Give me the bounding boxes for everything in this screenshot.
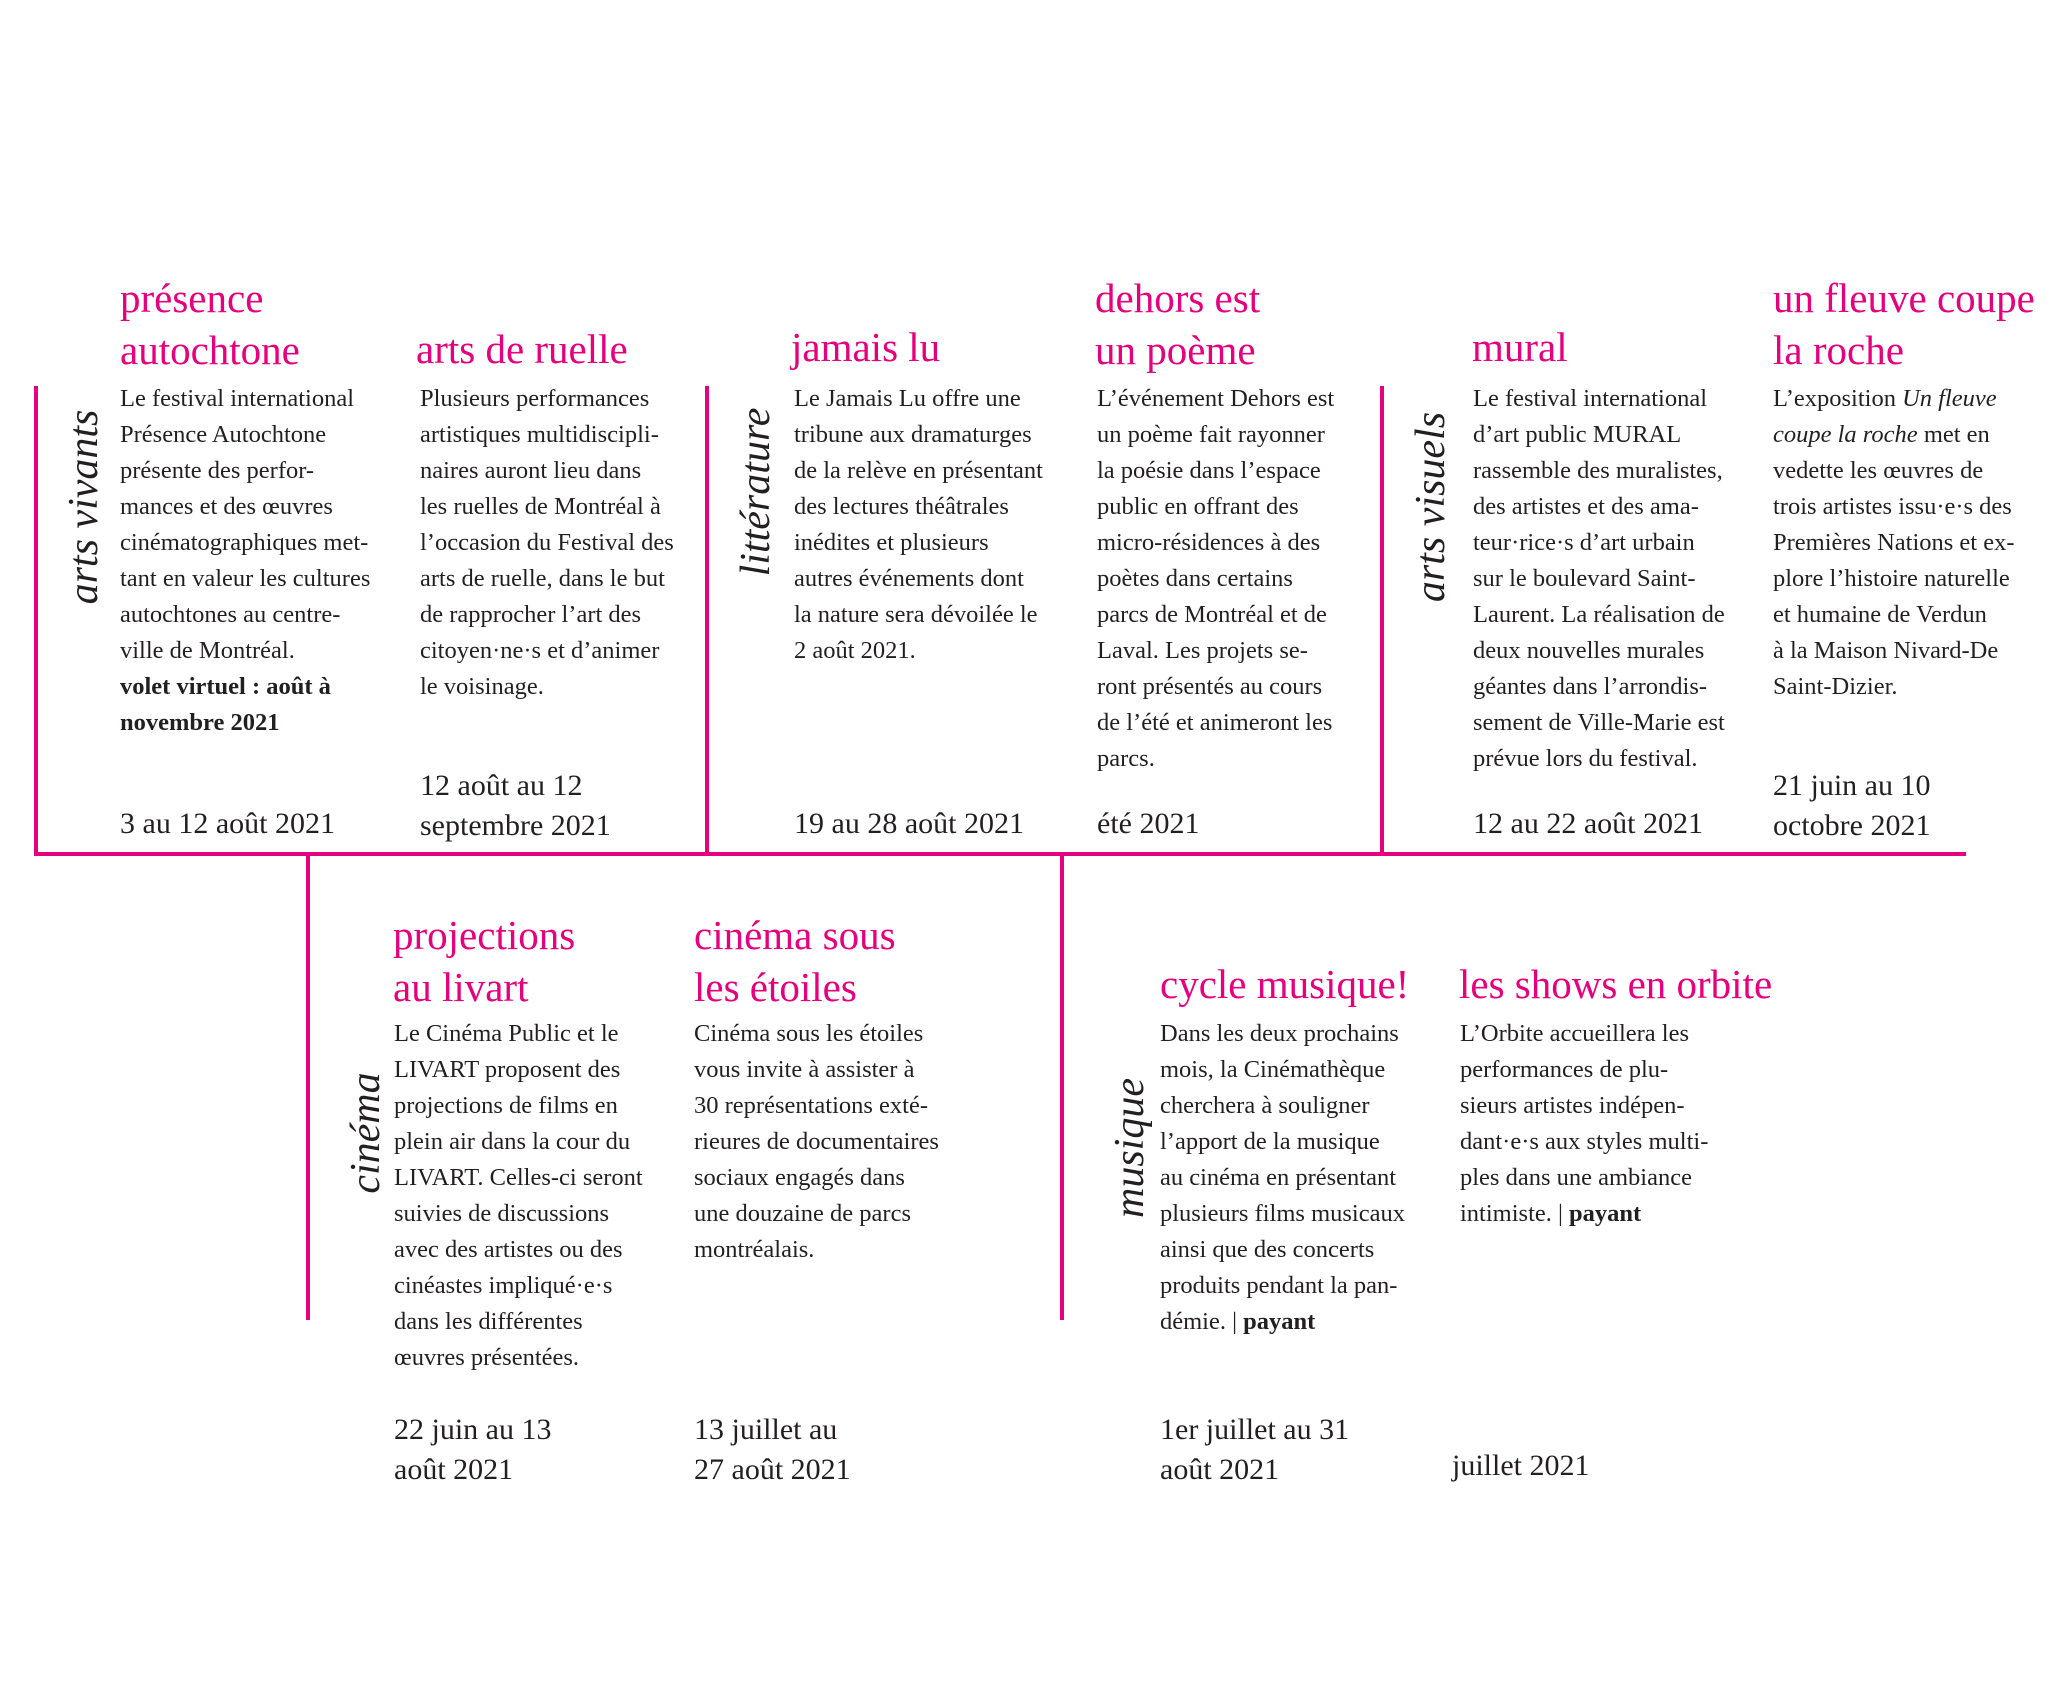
text-run: démie. | — [1160, 1308, 1244, 1335]
title-line: cycle musique! — [1160, 961, 1410, 1007]
event-date-cinema-sous-les-etoiles — [694, 1410, 851, 1490]
event-date-presence-autochtone — [120, 804, 335, 844]
date-line: août 2021 — [1160, 1453, 1280, 1486]
text-line: mances et des œuvres — [120, 493, 333, 520]
title-line: jamais lu — [791, 324, 941, 370]
event-description-presence-autochtone — [120, 381, 370, 741]
text-line: de l’été et animeront les — [1097, 709, 1333, 736]
text-line: naires auront lieu dans — [420, 457, 642, 484]
text-run: intimiste. | — [1460, 1200, 1570, 1227]
text-line: rieures de documentaires — [694, 1128, 939, 1155]
text-line: œuvres présentées. — [394, 1344, 580, 1371]
date-line: 22 juin au 13 — [394, 1413, 552, 1446]
text-line: plore l’histoire naturelle — [1773, 565, 2010, 592]
text-line: vous invite à assister à — [694, 1056, 915, 1083]
text-line: sement de Ville-Marie est — [1473, 709, 1725, 736]
event-title-cycle-musique — [1160, 958, 1409, 1010]
text-line: et humaine de Verdun — [1773, 601, 1987, 628]
text-line: géantes dans l’arrondis- — [1473, 673, 1708, 700]
title-line: dehors est — [1095, 275, 1261, 321]
virtual-edition-note: novembre 2021 — [120, 709, 280, 736]
text-line: citoyen·ne·s et d’animer — [420, 637, 660, 664]
divider-arts-visuels — [1380, 386, 1384, 856]
paid-badge: payant — [1243, 1308, 1316, 1335]
text-line: inédites et plusieurs — [794, 529, 989, 556]
virtual-edition-note: volet virtuel : août à — [120, 673, 331, 700]
divider-arts-vivants — [34, 386, 38, 856]
text-line — [1460, 1196, 1708, 1232]
text-line: les ruelles de Montréal à — [420, 493, 661, 520]
text-line: cherchera à souligner — [1160, 1092, 1370, 1119]
event-date-les-shows-en-orbite — [1452, 1446, 1590, 1486]
text-line: Présence Autochtone — [120, 421, 327, 448]
title-line: un fleuve coupe — [1773, 275, 2035, 321]
divider-musique — [1060, 852, 1064, 1320]
text-line: ville de Montréal. — [120, 637, 295, 664]
text-line: Cinéma sous les étoiles — [694, 1020, 924, 1047]
paid-badge: payant — [1569, 1200, 1642, 1227]
text-line: Le Cinéma Public et le — [394, 1020, 619, 1047]
text-line: d’art public MURAL — [1473, 421, 1682, 448]
event-description-dehors-est-un-poeme — [1097, 381, 1334, 777]
text-line: la poésie dans l’espace — [1097, 457, 1321, 484]
text-line: Le festival international — [120, 385, 355, 412]
title-line: mural — [1472, 324, 1568, 370]
text-line: ront présentés au cours — [1097, 673, 1323, 700]
event-date-projections-au-livart — [394, 1410, 552, 1490]
title-line: cinéma sous — [694, 912, 896, 958]
text-line: poètes dans certains — [1097, 565, 1293, 592]
event-description-arts-de-ruelle — [420, 381, 674, 705]
event-description-mural — [1473, 381, 1725, 777]
text-line: autochtones au centre- — [120, 601, 341, 628]
text-line: Premières Nations et ex- — [1773, 529, 2015, 556]
text-line: plein air dans la cour du — [394, 1128, 631, 1155]
text-line: suivies de discussions — [394, 1200, 610, 1227]
event-date-jamais-lu — [794, 804, 1024, 844]
text-line: dans les différentes — [394, 1308, 583, 1335]
text-line: vedette les œuvres de — [1773, 457, 1984, 484]
text-line: parcs de Montréal et de — [1097, 601, 1327, 628]
event-description-les-shows-en-orbite — [1460, 1016, 1708, 1232]
text-line: deux nouvelles murales — [1473, 637, 1705, 664]
text-line: Laurent. La réalisation de — [1473, 601, 1725, 628]
text-line: prévue lors du festival. — [1473, 745, 1698, 772]
exhibition-name: Un fleuve — [1902, 385, 1997, 412]
text-line: de la relève en présentant — [794, 457, 1043, 484]
text-line: micro-résidences à des — [1097, 529, 1321, 556]
event-title-mural — [1472, 321, 1568, 373]
divider-litterature — [705, 386, 709, 856]
title-line: arts de ruelle — [416, 326, 628, 372]
date-line: 19 au 28 août 2021 — [794, 807, 1024, 840]
text-line: LIVART proposent des — [394, 1056, 621, 1083]
text-line: projections de films en — [394, 1092, 618, 1119]
text-line: rassemble des muralistes, — [1473, 457, 1723, 484]
date-line: septembre 2021 — [420, 809, 611, 842]
date-line: été 2021 — [1097, 807, 1200, 840]
text-line: Laval. Les projets se- — [1097, 637, 1308, 664]
title-line: un poème — [1095, 327, 1256, 373]
date-line: 13 juillet au — [694, 1413, 838, 1446]
event-description-un-fleuve-coupe-la-roche — [1773, 381, 2015, 705]
text-line: montréalais. — [694, 1236, 815, 1263]
title-line: au livart — [393, 964, 529, 1010]
category-label-arts-vivants: arts vivants — [61, 409, 107, 605]
event-title-arts-de-ruelle — [416, 323, 628, 375]
date-line: 12 au 22 août 2021 — [1473, 807, 1703, 840]
text-line: L’Orbite accueillera les — [1460, 1020, 1690, 1047]
text-line: L’événement Dehors est — [1097, 385, 1335, 412]
event-date-mural — [1473, 804, 1703, 844]
text-line: teur·rice·s d’art urbain — [1473, 529, 1695, 556]
date-line: juillet 2021 — [1452, 1449, 1590, 1482]
category-label-cinema: cinéma — [343, 1072, 389, 1194]
text-line — [1773, 417, 2015, 453]
text-line: à la Maison Nivard-De — [1773, 637, 1999, 664]
event-date-dehors-est-un-poeme — [1097, 804, 1199, 844]
event-title-dehors-est-un-poeme — [1095, 272, 1260, 376]
text-line: public en offrant des — [1097, 493, 1299, 520]
text-line: 2 août 2021. — [794, 637, 916, 664]
date-line: 1er juillet au 31 — [1160, 1413, 1350, 1446]
text-line: le voisinage. — [420, 673, 544, 700]
category-label-litterature: littérature — [733, 407, 779, 577]
text-line: l’apport de la musique — [1160, 1128, 1380, 1155]
text-line: au cinéma en présentant — [1160, 1164, 1397, 1191]
text-line: l’occasion du Festival des — [420, 529, 674, 556]
event-title-cinema-sous-les-etoiles — [694, 909, 896, 1013]
event-date-arts-de-ruelle — [420, 766, 611, 846]
text-line: tribune aux dramaturges — [794, 421, 1032, 448]
event-title-jamais-lu — [791, 321, 940, 373]
text-line — [1160, 1304, 1405, 1340]
title-line: présence — [120, 275, 264, 321]
text-line: cinéastes impliqué·e·s — [394, 1272, 613, 1299]
text-line: autres événements dont — [794, 565, 1024, 592]
text-line: tant en valeur les cultures — [120, 565, 371, 592]
text-line: Plusieurs performances — [420, 385, 650, 412]
text-line: dant·e·s aux styles multi- — [1460, 1128, 1709, 1155]
top-timeline-rule — [34, 852, 1966, 856]
text-line: un poème fait rayonner — [1097, 421, 1325, 448]
text-line: la nature sera dévoilée le — [794, 601, 1038, 628]
text-line: sieurs artistes indépen- — [1460, 1092, 1685, 1119]
text-line: sociaux engagés dans — [694, 1164, 905, 1191]
text-line: mois, la Cinémathèque — [1160, 1056, 1386, 1083]
text-run: met en — [1917, 421, 1990, 448]
text-line: Le Jamais Lu offre une — [794, 385, 1021, 412]
text-run: L’exposition — [1773, 385, 1903, 412]
text-line: des artistes et des ama- — [1473, 493, 1699, 520]
text-line: artistiques multidiscipli- — [420, 421, 659, 448]
text-line: cinématographiques met- — [120, 529, 369, 556]
event-title-un-fleuve-coupe-la-roche — [1773, 272, 2035, 376]
text-line: parcs. — [1097, 745, 1155, 772]
date-line: 21 juin au 10 — [1773, 769, 1931, 802]
event-description-cycle-musique — [1160, 1016, 1405, 1340]
text-line: produits pendant la pan- — [1160, 1272, 1398, 1299]
category-label-musique: musique — [1107, 1078, 1153, 1218]
text-line: Saint-Dizier. — [1773, 673, 1898, 700]
text-line: de rapprocher l’art des — [420, 601, 642, 628]
text-line: avec des artistes ou des — [394, 1236, 623, 1263]
text-line: arts de ruelle, dans le but — [420, 565, 665, 592]
text-line: Le festival international — [1473, 385, 1708, 412]
divider-cinema — [306, 852, 310, 1320]
event-title-projections-au-livart — [393, 909, 575, 1013]
exhibition-name: coupe la roche — [1773, 421, 1918, 448]
text-line: performances de plu- — [1460, 1056, 1669, 1083]
date-line: 27 août 2021 — [694, 1453, 851, 1486]
event-description-cinema-sous-les-etoiles — [694, 1016, 939, 1268]
event-title-les-shows-en-orbite — [1459, 958, 1772, 1010]
text-line: une douzaine de parcs — [694, 1200, 911, 1227]
date-line: octobre 2021 — [1773, 809, 1931, 842]
text-line: des lectures théâtrales — [794, 493, 1009, 520]
event-date-un-fleuve-coupe-la-roche — [1773, 766, 1931, 846]
event-description-projections-au-livart — [394, 1016, 643, 1376]
date-line: août 2021 — [394, 1453, 514, 1486]
text-line: trois artistes issu·e·s des — [1773, 493, 2012, 520]
title-line: projections — [393, 912, 576, 958]
text-line — [1773, 381, 2015, 417]
text-line: plusieurs films musicaux — [1160, 1200, 1405, 1227]
text-line: 30 représentations exté- — [694, 1092, 929, 1119]
text-line: LIVART. Celles-ci seront — [394, 1164, 643, 1191]
text-line: présente des perfor- — [120, 457, 315, 484]
title-line: la roche — [1773, 327, 1904, 373]
text-line: sur le boulevard Saint- — [1473, 565, 1696, 592]
text-line: ainsi que des concerts — [1160, 1236, 1375, 1263]
text-line: Dans les deux prochains — [1160, 1020, 1399, 1047]
title-line: autochtone — [120, 327, 300, 373]
text-line: ples dans une ambiance — [1460, 1164, 1692, 1191]
title-line: les shows en orbite — [1459, 961, 1773, 1007]
event-date-cycle-musique — [1160, 1410, 1349, 1490]
date-line: 3 au 12 août 2021 — [120, 807, 335, 840]
title-line: les étoiles — [694, 964, 857, 1010]
event-description-jamais-lu — [794, 381, 1043, 669]
category-label-arts-visuels: arts visuels — [1408, 411, 1454, 603]
date-line: 12 août au 12 — [420, 769, 583, 802]
event-title-presence-autochtone — [120, 272, 300, 376]
